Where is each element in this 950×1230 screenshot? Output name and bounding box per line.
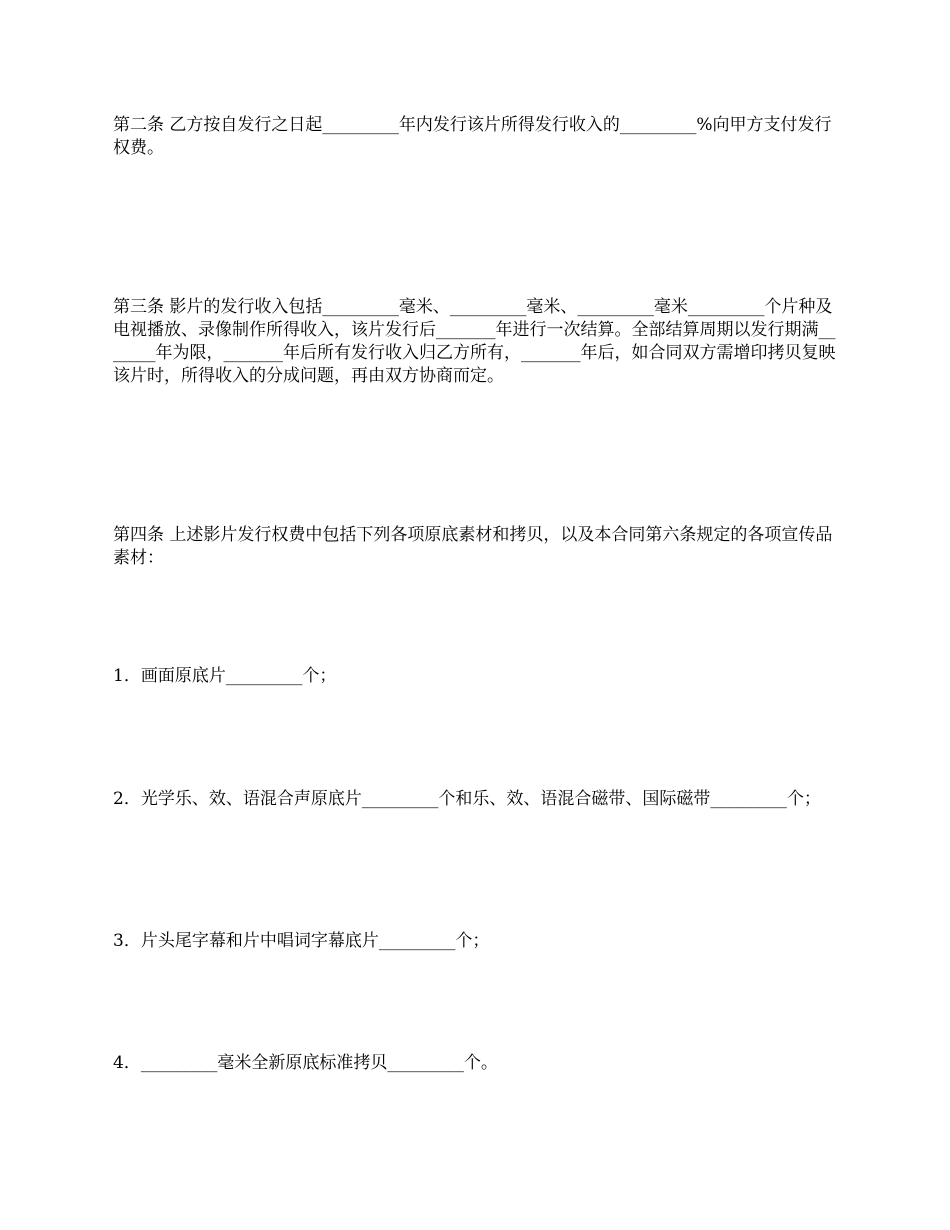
list-item-4: 4．_________毫米全新原底标准拷贝_________个。 (113, 1053, 498, 1073)
list-item-3: 3．片头尾字幕和片中唱词字幕底片_________个； (113, 931, 490, 951)
article-3-paragraph: 第三条 影片的发行收入包括_________毫米、_________毫米、_________毫米_________个片种及电视播放、录像制作所得收入，该片发行后_______年进行一次结算。全部结算周期以发行期满_______年为限，_______年后所有发行收入归乙方所有，_______年后，如合同双方需增印拷贝复映该片时，所得收入的分成问题，再由双方协商而定。 (113, 297, 836, 386)
article-2-paragraph: 第二条 乙方按自发行之日起_________年内发行该片所得发行收入的_________%向甲方支付发行权费。 (113, 115, 832, 158)
article-4-paragraph: 第四条 上述影片发行权费中包括下列各项原底素材和拷贝，以及本合同第六条规定的各项宣传品素材： (113, 525, 833, 568)
list-item-2: 2．光学乐、效、语混合声原底片_________个和乐、效、语混合磁带、国际磁带_________个； (113, 789, 821, 809)
list-item-1: 1．画面原底片_________个； (113, 666, 337, 686)
